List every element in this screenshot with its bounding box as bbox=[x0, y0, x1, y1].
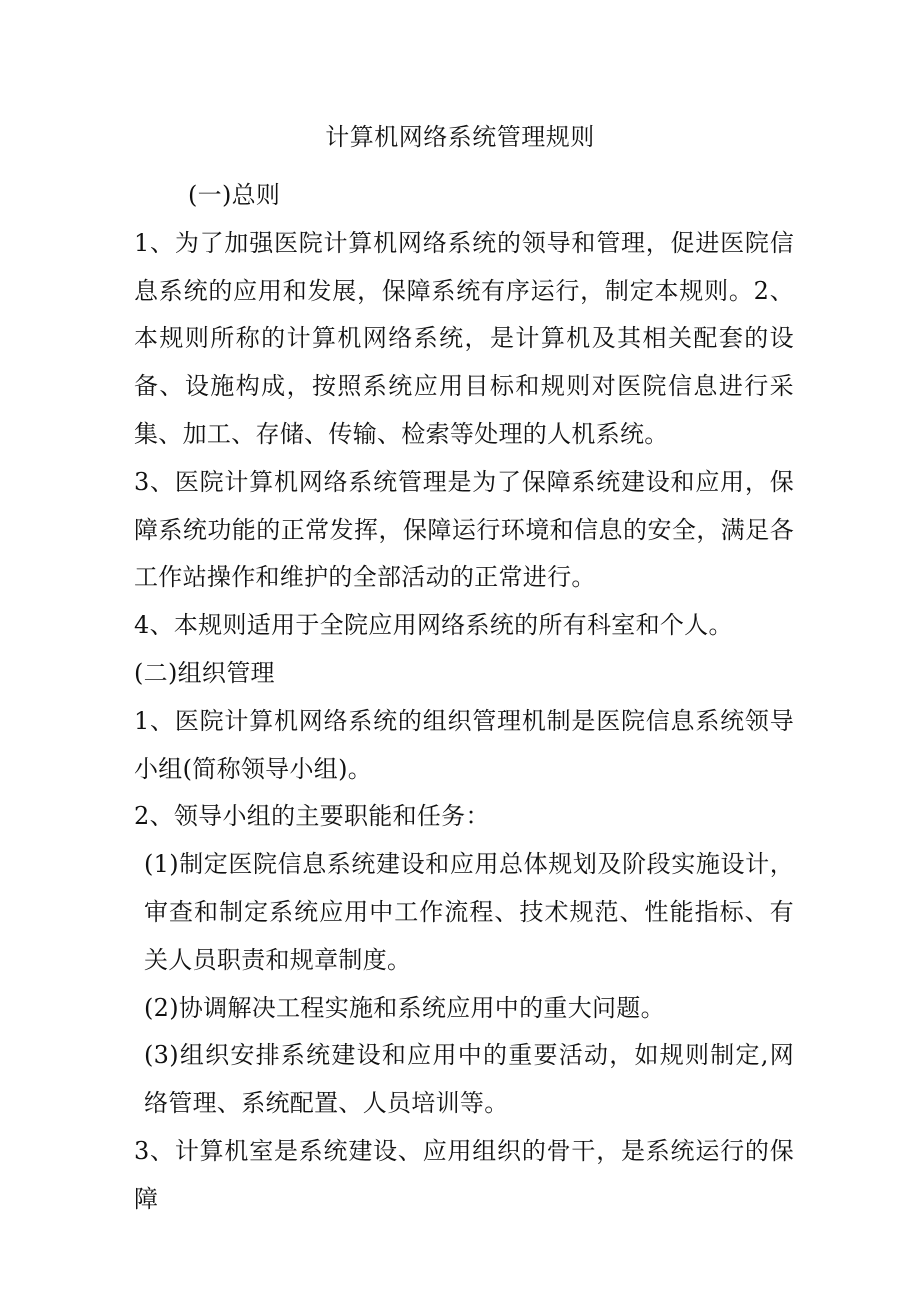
section-heading-general: (一)总则 bbox=[188, 181, 281, 209]
paragraph-organization-1: 1、医院计算机网络系统的组织管理机制是医院信息系统领导小组(简称领导小组)。 bbox=[134, 706, 794, 783]
document-body bbox=[134, 172, 794, 1224]
section-heading-organization: (二)组织管理 bbox=[134, 658, 275, 687]
list-item-duty-1: (1)制定医院信息系统建设和应用总体规划及阶段实施设计，审查和制定系统应用中工作流程、技术规范、性能指标、有关人员职责和规章制度。 bbox=[144, 850, 794, 974]
paragraph-general-4: 4、本规则适用于全院应用网络系统的所有科室和个人。 bbox=[134, 611, 733, 640]
paragraph-general-1-2: 1、为了加强医院计算机网络系统的领导和管理，促进医院信息系统的应用和发展，保障系统有序运行，制定本规则。2、本规则所称的计算机网络系统，是计算机及其相关配套的设备、设施构成，按照系统应用目标和规则对医院信息进行采集、加工、存储、传输、检索等处理的人机系统。 bbox=[134, 228, 794, 448]
document-title: 计算机网络系统管理规则 bbox=[325, 123, 595, 151]
list-item-duty-3: (3)组织安排系统建设和应用中的重要活动，如规则制定,网络管理、系统配置、人员培训等。 bbox=[144, 1041, 794, 1118]
paragraph-general-3: 3、医院计算机网络系统管理是为了保障系统建设和应用，保障系统功能的正常发挥，保障运行环境和信息的安全，满足各工作站操作和维护的全部活动的正常进行。 bbox=[134, 467, 794, 592]
list-item-duty-2: (2)协调解决工程实施和系统应用中的重大问题。 bbox=[144, 993, 665, 1022]
paragraph-organization-2: 2、领导小组的主要职能和任务： bbox=[134, 802, 490, 831]
paragraph-organization-3: 3、计算机室是系统建设、应用组织的骨干，是系统运行的保障 bbox=[134, 1136, 794, 1213]
